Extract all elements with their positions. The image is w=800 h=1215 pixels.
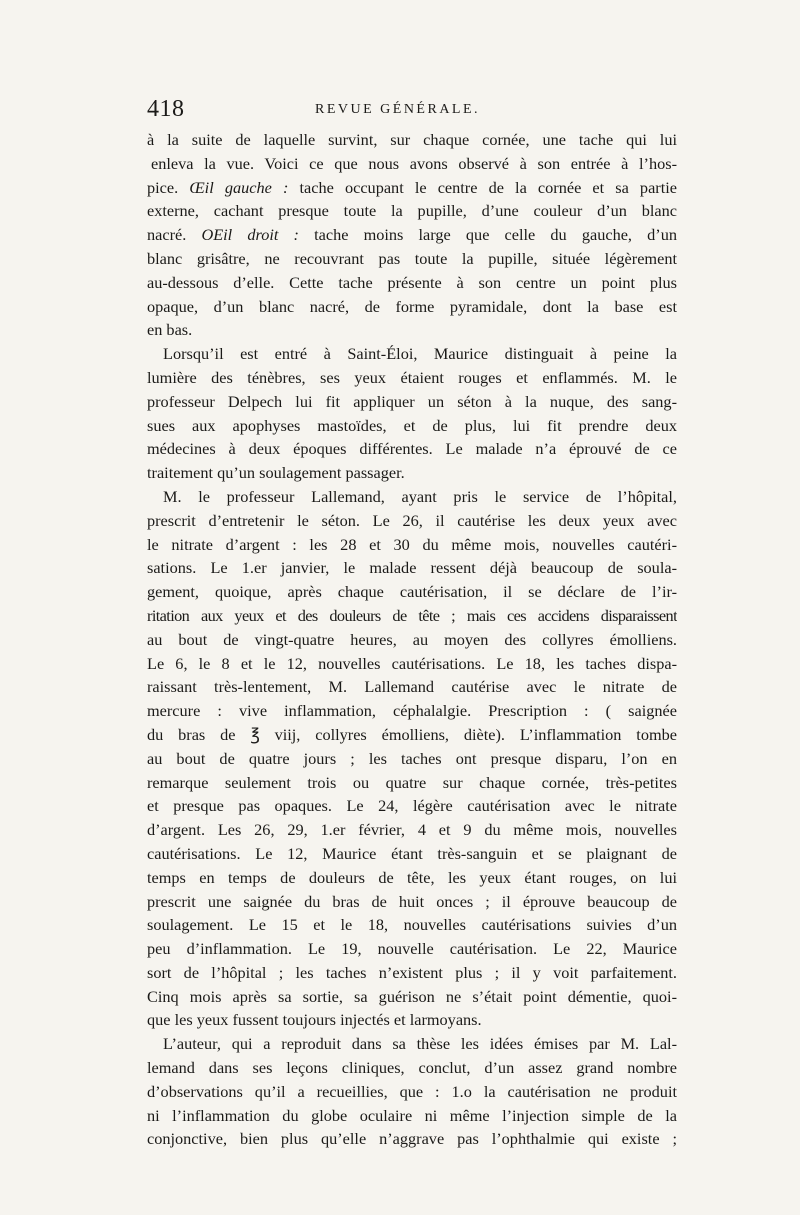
text-line: peu d’inflammation. Le 19, nouvelle cautérisation. Le 22, Maurice [147, 939, 677, 959]
text-line: enleva la vue. Voici ce que nous avons observé à son entrée à l’hos- [151, 153, 677, 173]
text-line: en bas. [147, 320, 193, 340]
text-line: soulagement. Le 15 et le 18, nouvelles cautérisations suivies d’un [147, 915, 677, 935]
text-line: traitement qu’un soulagement passager. [147, 463, 405, 483]
text-line: externe, cachant presque toute la pupille, d’une couleur d’un blanc [147, 201, 677, 221]
text-line: ni l’inflammation du globe oculaire ni même l’injection simple de la [147, 1105, 677, 1125]
text-line: gement, quoique, après chaque cautérisation, il se déclare de l’ir- [147, 582, 677, 602]
text-line: remarque seulement trois ou quatre sur chaque cornée, très-petites [147, 772, 677, 792]
text-line: sues aux apophyses mastoïdes, et de plus, lui fit prendre deux [147, 415, 677, 435]
text-line: opaque, d’un blanc nacré, de forme pyramidale, dont la base est [147, 296, 677, 316]
text-line: le nitrate d’argent : les 28 et 30 du même mois, nouvelles cautéri- [147, 534, 677, 554]
text-line: au-dessous d’elle. Cette tache présente à son centre un point plus [147, 272, 677, 292]
text-line: d’observations qu’il a recueillies, que : 1.o la cautérisation ne produit [147, 1081, 677, 1101]
text-line: Le 6, le 8 et le 12, nouvelles cautérisations. Le 18, les taches dispa- [147, 653, 677, 673]
page-header [147, 96, 677, 126]
text-line: ritation aux yeux et des douleurs de tête ; mais ces accidens disparaissent [147, 605, 677, 625]
text-line: au bout de quatre jours ; les taches ont presque disparu, l’on en [147, 748, 677, 768]
text-fragment: tache moins large que celle du gauche, d’un [298, 225, 677, 245]
text-line: prescrit une saignée du bras de huit onces ; il éprouve beaucoup de [147, 891, 677, 911]
italic-label-left-eye: Œil gauche : [189, 177, 289, 197]
text-line: prescrit d’entretenir le séton. Le 26, il cautérise les deux yeux avec [147, 510, 677, 530]
text-line: médecines à deux époques différentes. Le malade n’a éprouvé de ce [147, 439, 677, 459]
text-line [147, 176, 677, 200]
text-line: L’auteur, qui a reproduit dans sa thèse les idées émises par M. Lal- [163, 1034, 677, 1054]
running-head: REVUE GÉNÉRALE. [315, 102, 481, 117]
text-line: M. le professeur Lallemand, ayant pris le service de l’hôpital, [163, 486, 677, 506]
text-line: Cinq mois après sa sortie, sa guérison ne s’était point démentie, quoi- [147, 986, 677, 1006]
text-line: du bras de ℥ viij, collyres émolliens, diète). L’inflammation tombe [147, 724, 677, 744]
text-line: et presque pas opaques. Le 24, légère cautérisation avec le nitrate [147, 796, 677, 816]
text-line: à la suite de laquelle survint, sur chaque cornée, une tache qui lui [147, 130, 677, 149]
text-line: Lorsqu’il est entré à Saint-Éloi, Maurice distinguait à peine la [163, 344, 677, 364]
text-line: professeur Delpech lui fit appliquer un séton à la nuque, des sang- [147, 391, 677, 411]
text-line: sort de l’hôpital ; les taches n’existent plus ; il y voit parfaitement. [147, 962, 677, 982]
text-line: au bout de vingt-quatre heures, au moyen des collyres émolliens. [147, 629, 677, 649]
page-number: 418 [147, 96, 185, 122]
text-line: conjonctive, bien plus qu’elle n’aggrave pas l’ophthalmie qui existe ; [147, 1129, 677, 1149]
text-line: lumière des ténèbres, ses yeux étaient rouges et enflammés. M. le [147, 367, 677, 387]
text-line: que les yeux fussent toujours injectés et larmoyans. [147, 1010, 482, 1030]
text-fragment: pice. [147, 177, 190, 197]
text-line [147, 223, 677, 247]
text-line: cautérisations. Le 12, Maurice étant très-sanguin et se plaignant de [147, 843, 677, 863]
text-line: raissant très-lentement, M. Lallemand cautérise avec le nitrate de [147, 677, 677, 697]
text-fragment: tache occupant le centre de la cornée et sa partie [288, 177, 677, 197]
text-line: d’argent. Les 26, 29, 1.er février, 4 et 9 du même mois, nouvelles [147, 820, 677, 840]
text-line: blanc grisâtre, ne recouvrant pas toute la pupille, située légèrement [147, 248, 677, 268]
text-line: temps en temps de douleurs de tête, les yeux étant rouges, on lui [147, 867, 677, 887]
text-line: lemand dans ses leçons cliniques, conclut, d’un assez grand nombre [147, 1058, 677, 1078]
body-text [147, 128, 677, 1151]
text-line: sations. Le 1.er janvier, le malade ressent déjà beaucoup de soula- [147, 558, 677, 578]
text-fragment: nacré. [147, 225, 202, 245]
italic-label-right-eye: OEil droit : [201, 225, 299, 245]
text-line: mercure : vive inflammation, céphalalgie. Prescription : ( saignée [147, 701, 677, 721]
